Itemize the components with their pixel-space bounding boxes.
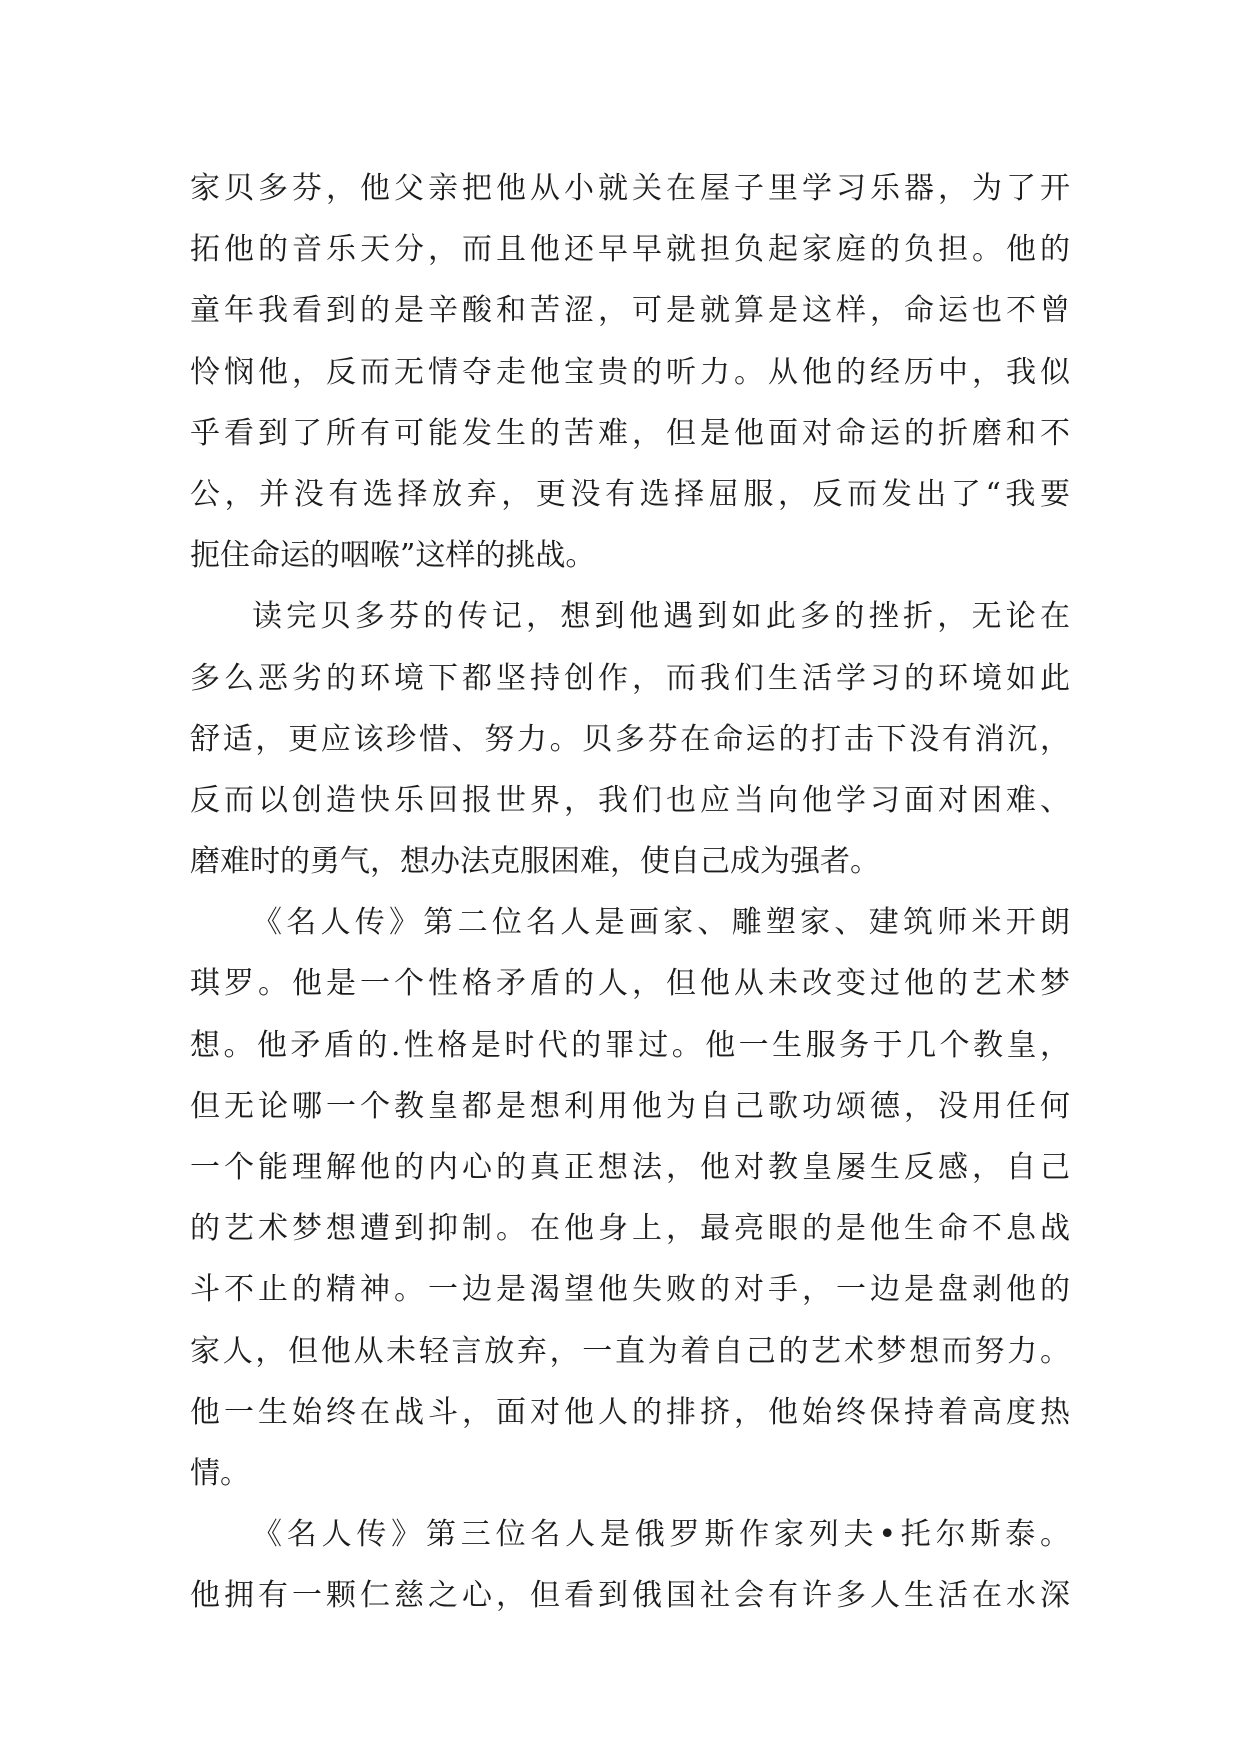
text-line: 乎看到了所有可能发生的苦难，但是他面对命运的折磨和不 xyxy=(190,415,1070,451)
text-line: 扼住命运的咽喉”这样的挑战。 xyxy=(190,538,596,574)
text-line: 但无论哪一个教皇都是想利用他为自己歌功颂德，没用任何 xyxy=(190,1088,1070,1124)
text-line: 情。 xyxy=(190,1455,250,1491)
text-line: 反而以创造快乐回报世界，我们也应当向他学习面对困难、 xyxy=(190,782,1070,818)
text-line: 家人，但他从未轻言放弃，一直为着自己的艺术梦想而努力。 xyxy=(190,1333,1070,1369)
text-line: 《名人传》第二位名人是画家、雕塑家、建筑师米开朗 xyxy=(252,905,1070,941)
text-line: 舒适，更应该珍惜、努力。贝多芬在命运的打击下没有消沉， xyxy=(190,721,1070,757)
text-line: 磨难时的勇气，想办法克服困难，使自己成为强者。 xyxy=(190,844,880,880)
text-line: 的艺术梦想遭到抑制。在他身上，最亮眼的是他生命不息战 xyxy=(190,1211,1070,1247)
text-line: 一个能理解他的内心的真正想法，他对教皇屡生反感，自己 xyxy=(190,1150,1070,1185)
body-text xyxy=(190,158,1070,1627)
text-line: 斗不止的精神。一边是渴望他失败的对手，一边是盘剥他的 xyxy=(190,1272,1070,1308)
text-line: 家贝多芬，他父亲把他从小就关在屋子里学习乐器，为了开 xyxy=(190,171,1070,206)
text-line: 他拥有一颗仁慈之心，但看到俄国社会有许多人生活在水深 xyxy=(190,1578,1070,1614)
text-line: 琪罗。他是一个性格矛盾的人，但他从未改变过他的艺术梦 xyxy=(190,966,1070,1002)
text-line: 拓他的音乐天分，而且他还早早就担负起家庭的负担。他的 xyxy=(190,232,1070,268)
text-line: 童年我看到的是辛酸和苦涩，可是就算是这样，命运也不曾 xyxy=(190,293,1070,329)
text-line: 怜悯他，反而无情夺走他宝贵的听力。从他的经历中，我似 xyxy=(190,354,1070,390)
text-line: 公，并没有选择放弃，更没有选择屈服，反而发出了“我要 xyxy=(190,476,1070,512)
text-line: 《名人传》第三位名人是俄罗斯作家列夫•托尔斯泰。 xyxy=(252,1517,1070,1553)
text-line: 多么恶劣的环境下都坚持创作，而我们生活学习的环境如此 xyxy=(190,660,1070,696)
text-line: 他一生始终在战斗，面对他人的排挤，他始终保持着高度热 xyxy=(190,1394,1070,1430)
text-line: 读完贝多芬的传记，想到他遇到如此多的挫折，无论在 xyxy=(252,599,1070,635)
text-line: 想。他矛盾的.性格是时代的罪过。他一生服务于几个教皇， xyxy=(190,1027,1070,1063)
